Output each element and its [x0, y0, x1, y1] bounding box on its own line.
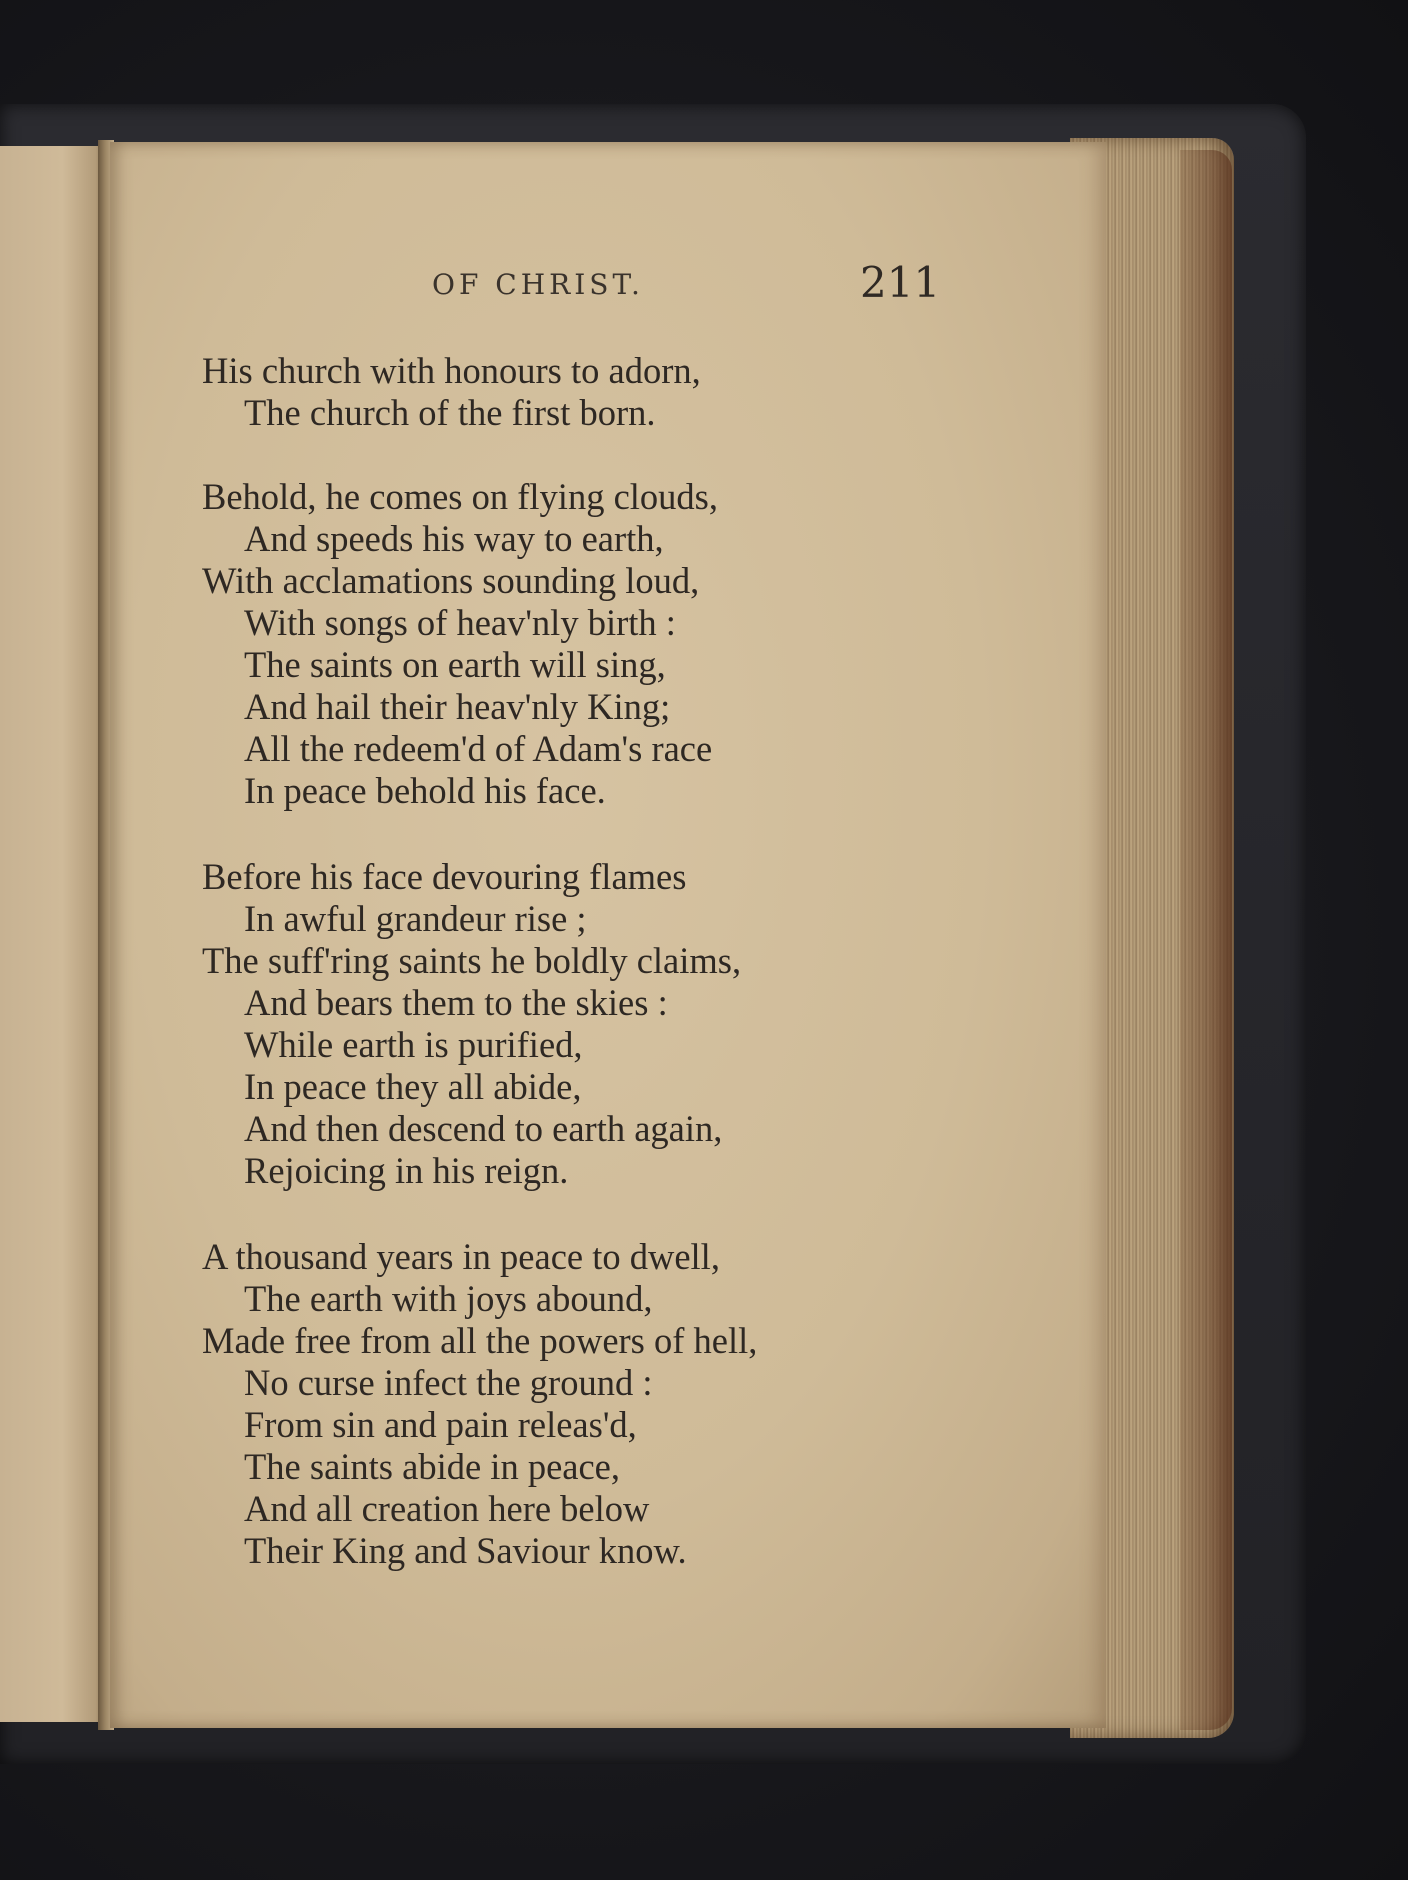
running-head: OF CHRIST. — [432, 268, 644, 301]
stanza — [202, 476, 718, 812]
verse-line: In peace they all abide, — [244, 1066, 582, 1107]
verse-line: In peace behold his face. — [244, 770, 606, 811]
verse-line: With acclamations sounding loud, — [202, 560, 700, 601]
verse-line: The church of the first born. — [244, 392, 656, 433]
verse-line: With songs of heav'nly birth : — [244, 602, 676, 643]
verse-line: And speeds his way to earth, — [244, 518, 664, 559]
verse-line: The saints abide in peace, — [244, 1446, 620, 1487]
page-edges-shadow — [1180, 150, 1232, 1730]
verse-line: From sin and pain releas'd, — [244, 1404, 637, 1445]
verse-line: The saints on earth will sing, — [244, 644, 666, 685]
verse-line: No curse infect the ground : — [244, 1362, 653, 1403]
verse-line: Behold, he comes on flying clouds, — [202, 476, 718, 517]
verse-line: And hail their heav'nly King; — [244, 686, 671, 727]
verse-line: While earth is purified, — [244, 1024, 583, 1065]
verse-line: The suff'ring saints he boldly claims, — [202, 940, 742, 981]
facing-page-edge — [0, 146, 104, 1722]
verse-line: Rejoicing in his reign. — [244, 1150, 569, 1191]
stanza — [202, 856, 741, 1192]
page-number: 211 — [860, 258, 941, 307]
stanza — [202, 1236, 757, 1572]
verse-line: All the redeem'd of Adam's race — [244, 728, 713, 769]
verse-line: The earth with joys abound, — [244, 1278, 653, 1319]
verse-line: Made free from all the powers of hell, — [202, 1320, 758, 1361]
verse-line: A thousand years in peace to dwell, — [202, 1236, 720, 1277]
verse-line: His church with honours to adorn, — [202, 350, 701, 391]
verse-line: Their King and Saviour know. — [244, 1530, 687, 1571]
verse-line: And then descend to earth again, — [244, 1108, 723, 1149]
verse-line: Before his face devouring flames — [202, 856, 687, 897]
stanza — [202, 350, 701, 434]
verse-line: And bears them to the skies : — [244, 982, 668, 1023]
verse-line: And all creation here below — [244, 1488, 650, 1529]
verse-line: In awful grandeur rise ; — [244, 898, 587, 939]
